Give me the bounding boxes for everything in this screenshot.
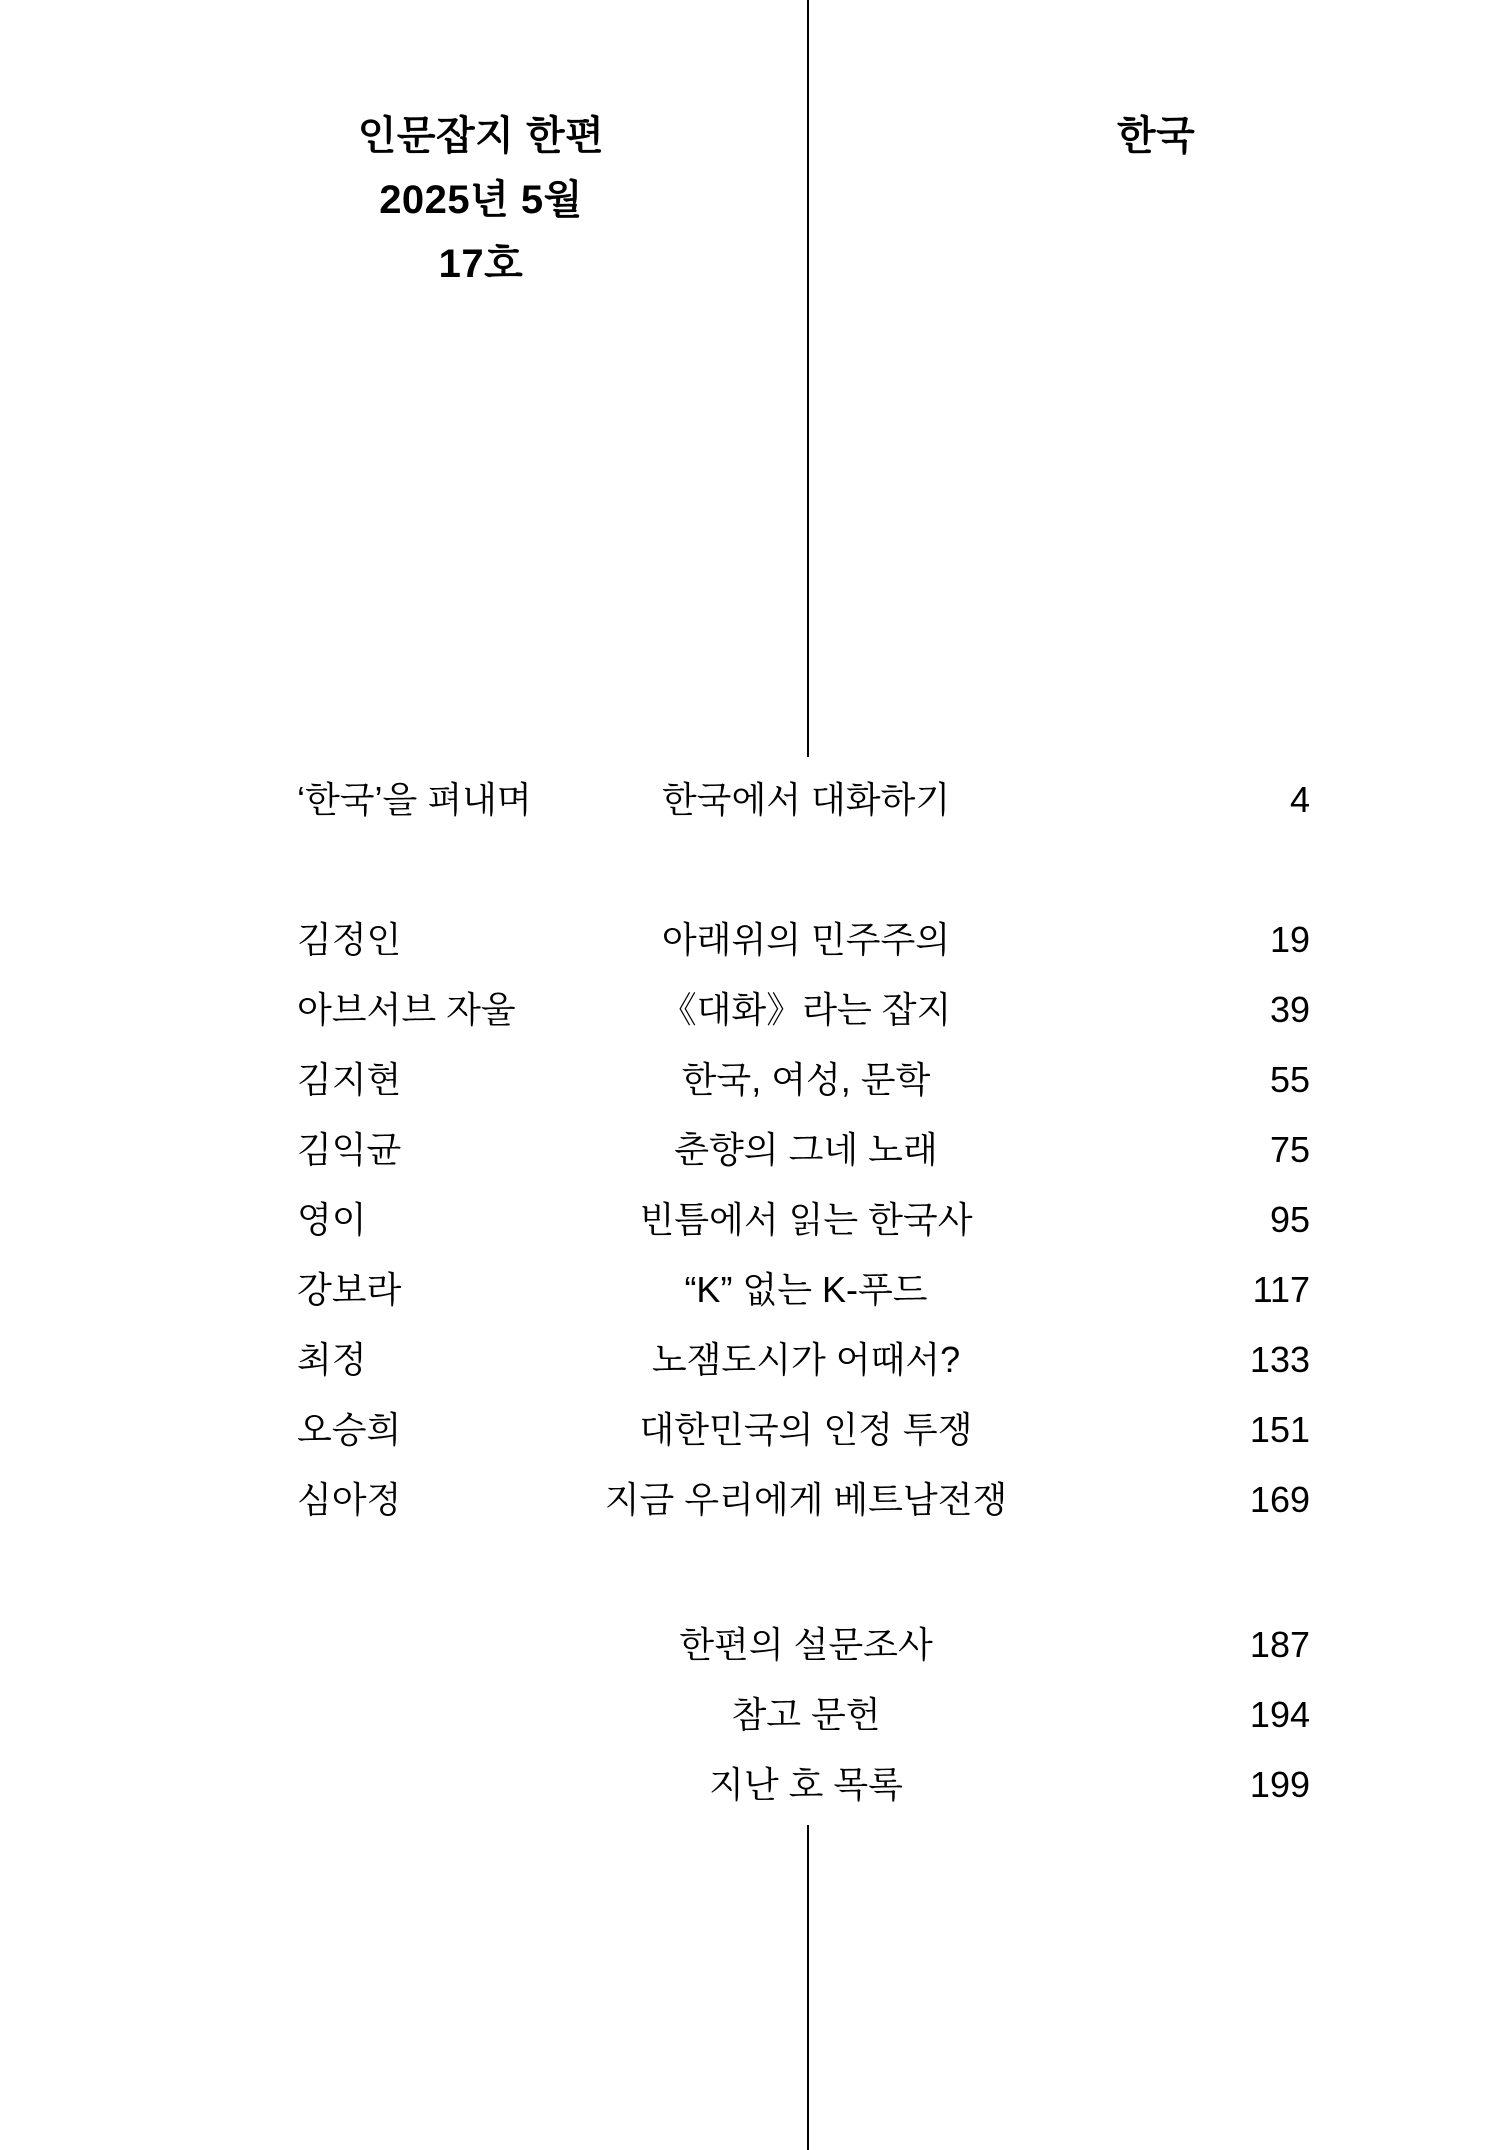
toc-title: 지난 호 목록: [709, 1764, 903, 1805]
toc-page-number: 19: [1269, 919, 1310, 960]
table-of-contents: [297, 765, 1310, 1820]
toc-title: 노잼도시가 어때서?: [651, 1339, 961, 1380]
center-vertical-rule-top: [807, 0, 809, 757]
issue-date: 2025년 5월: [379, 178, 583, 222]
toc-author: 심아정: [297, 1479, 402, 1520]
toc-title: 한국, 여성, 문학: [681, 1059, 931, 1100]
toc-row: [297, 975, 1310, 1045]
toc-author: 김지현: [297, 1059, 402, 1100]
toc-row: [297, 1255, 1310, 1325]
toc-row: [297, 1185, 1310, 1255]
toc-row: [297, 1045, 1310, 1115]
toc-page-number: 133: [1249, 1339, 1310, 1380]
toc-page-number: 95: [1269, 1199, 1310, 1240]
toc-title: 한편의 설문조사: [679, 1624, 933, 1665]
toc-author: 강보라: [297, 1269, 402, 1310]
toc-title: 지금 우리에게 베트남전쟁: [604, 1479, 1008, 1520]
toc-author: 김정인: [297, 919, 402, 960]
center-vertical-rule-bottom: [807, 1825, 809, 2150]
toc-page-number: 39: [1269, 989, 1310, 1030]
toc-row: [297, 1115, 1310, 1185]
toc-author: 김익균: [297, 1129, 402, 1170]
toc-page-number: 151: [1249, 1409, 1310, 1450]
magazine-name: 인문잡지 한편: [357, 114, 605, 158]
toc-title: “K” 없는 K-푸드: [684, 1269, 928, 1310]
toc-row-back-matter: [297, 1680, 1310, 1750]
toc-title: 참고 문헌: [731, 1694, 881, 1735]
toc-page-number: 199: [1249, 1764, 1310, 1805]
toc-title: 《대화》라는 잡지: [660, 989, 952, 1030]
toc-page-number: 55: [1269, 1059, 1310, 1100]
toc-page-number: 117: [1252, 1269, 1310, 1310]
toc-title: 아래위의 민주주의: [661, 919, 951, 960]
toc-page-number: 194: [1249, 1694, 1310, 1735]
toc-author: ‘한국’을 펴내며: [297, 779, 532, 820]
toc-row: [297, 1325, 1310, 1395]
toc-row-intro: [297, 765, 1310, 835]
toc-author: 아브서브 자울: [297, 989, 516, 1030]
toc-title: 대한민국의 인정 투쟁: [639, 1409, 973, 1450]
toc-title: 춘향의 그네 노래: [674, 1129, 938, 1170]
toc-author: 오승희: [297, 1409, 402, 1450]
toc-page-number: 75: [1269, 1129, 1310, 1170]
toc-title: 빈틈에서 읽는 한국사: [639, 1199, 973, 1240]
issue-title: 한국: [1117, 114, 1196, 158]
toc-title: 한국에서 대화하기: [661, 779, 951, 820]
toc-row-back-matter: [297, 1610, 1310, 1680]
toc-row: [297, 1395, 1310, 1465]
toc-row: [297, 905, 1310, 975]
toc-page-number: 4: [1289, 779, 1310, 820]
toc-row-back-matter: [297, 1750, 1310, 1820]
toc-row: [297, 1465, 1310, 1535]
toc-page-number: 169: [1249, 1479, 1310, 1520]
toc-author: 영이: [297, 1199, 367, 1240]
toc-page-number: 187: [1249, 1624, 1310, 1665]
issue-number: 17호: [438, 242, 524, 286]
toc-author: 최정: [297, 1339, 367, 1380]
masthead: [231, 104, 731, 296]
